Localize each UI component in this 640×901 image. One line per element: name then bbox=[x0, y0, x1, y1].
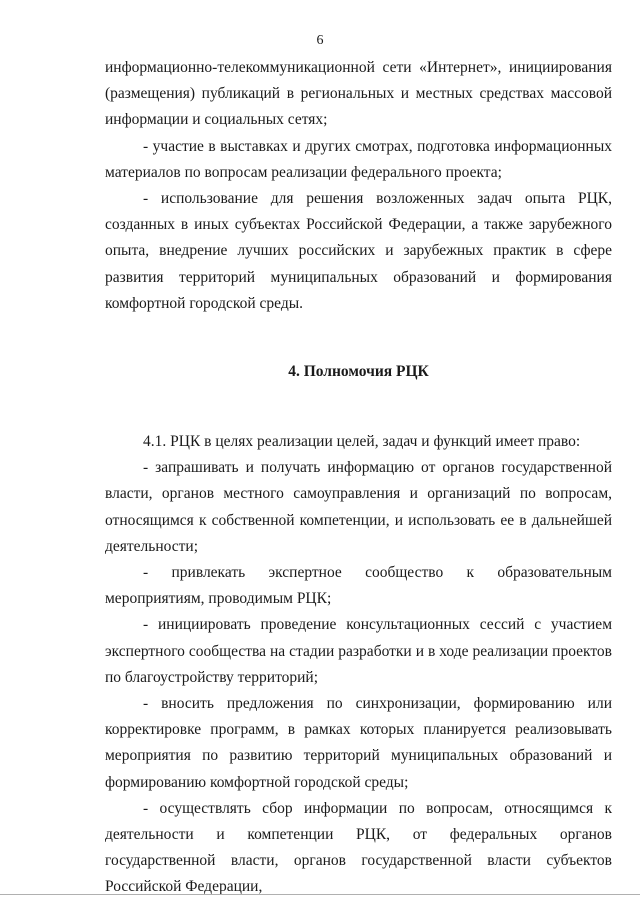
paragraph: информационно-телекоммуникационной сети «Интернет», инициирования (размещения) публикаций в региональных и местных средствах массовой информации и социальных сетях; bbox=[105, 59, 612, 129]
page-number: 6 bbox=[316, 33, 324, 48]
section-heading: 4. Полномочия РЦК bbox=[288, 363, 429, 381]
page-bottom-edge bbox=[0, 894, 640, 895]
paragraph: - осуществлять сбор информации по вопросам, относящимся к деятельности и компетенции РЦК, от федеральных органов государственной власти, органов государственной власти субъектов Российской Федерации, bbox=[105, 799, 612, 896]
paragraph: 4.1. РЦК в целях реализации целей, задач и функций имеет право: bbox=[143, 433, 581, 451]
paragraph: - использование для решения возложенных задач опыта РЦК, созданных в иных субъектах Российской Федерации, а также зарубежного опыта, внедрение лучших российских и зарубежных практик в сфере развития территорий муниципальных образований и формирования комфортной городской среды. bbox=[105, 190, 612, 312]
paragraph: - привлекать экспертное сообщество к образовательным мероприятиям, проводимым РЦК; bbox=[105, 564, 612, 608]
paragraph: - запрашивать и получать информацию от органов государственной власти, органов местного самоуправления и организаций по вопросам, относящимся к собственной компетенции, и использовать ее в дальнейшей деятельности; bbox=[105, 459, 612, 555]
paragraph: - участие в выставках и других смотрах, подготовка информационных материалов по вопросам реализации федерального проекта; bbox=[105, 137, 612, 181]
paragraph: - вносить предложения по синхронизации, формированию или корректировке программ, в рамках которых планируется реализовывать мероприятия по развитию территорий муниципальных образований и формированию комфортной городской среды; bbox=[105, 695, 612, 791]
document-body bbox=[105, 55, 612, 901]
paragraph: - инициировать проведение консультационных сессий с участием экспертного сообщества на стадии разработки и в ходе реализации проектов по благоустройству территорий; bbox=[105, 616, 612, 686]
